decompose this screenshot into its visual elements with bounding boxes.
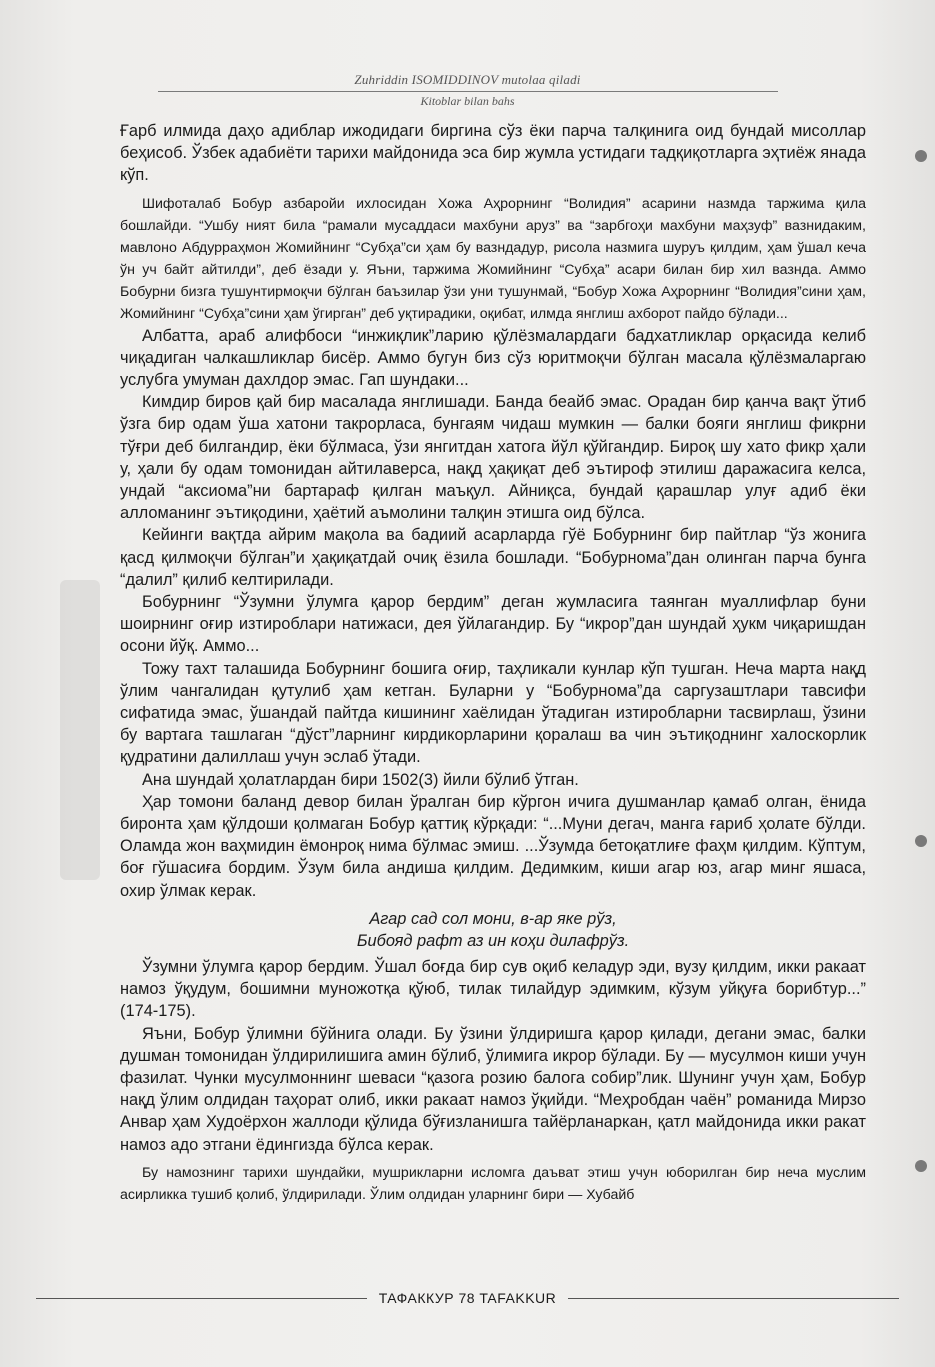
running-header [0,72,935,109]
binder-hole-icon [915,835,927,847]
paragraph: Бобурнинг “Ўзумни ўлумга қарор бердим” деган жумласига таянган муаллифлар буни шоирнинг оғир изтироблари натижаси, дея ўйлагандир. Бу “икрор”дан шундай ҳукм чиқаришдан осони йўқ. Аммо... [120,593,866,656]
footer-rule [568,1298,899,1299]
paragraph: Ғарб илмида даҳо адиблар ижодидаги биргина сўз ёки парча талқинига оид бундай мисоллар беҳисоб. Ўзбек адабиёти тарихи майдонида эса бир жумла устидаги тадқиқотларга эҳтиёж янада кўп. [120,122,866,185]
paragraph: Ўзумни ўлумга қарор бердим. Ўшал боғда бир сув оқиб келадур эди, вузу қилдим, икки ракаат намоз ўқудум, бошимни муножотқа қўюб, тилак тилайдур эдимким, кўзум уйқуға борибтур...” (174-175). [120,957,866,1021]
paragraph-last: Бу намознинг тарихи шундайки, мушрикларни исломга даъват этиш учун юборилган бир неча муслим асирликка тушиб қолиб, ўлдирилади. Ўлим олдидан уларнинг бири — Хубайб [120,1164,866,1203]
footer-rule [36,1298,367,1299]
binder-hole-icon [915,150,927,162]
paragraph: Кейинги вақтда айрим мақола ва бадиий асарларда гўё Бобурнинг бир пайтлар “ўз жонига қасд қилмоқчи бўлган”и ҳақиқатдай очиқ ёзила бошлади. “Бобурнома”дан олинган парча бунга “далил” қилиб келтирилади. [120,526,866,589]
header-rule [158,91,778,92]
paragraph: Албатта, араб алифбоси “инжиқлик”ларию қўлёзмалардаги бадхатликлар орқасида келиб чиқадиган чалкашликлар бисёр. Аммо бугун биз сўз юритмоқчи бўлган масала қўлёзмаларгаю услубга умуман дахлдор эмас. Гап шундаки... [120,326,866,390]
verse [120,908,866,952]
header-section: Kitoblar bilan bahs [420,94,515,108]
paragraph: Ҳар томони баланд девор билан ўралган бир кўргон ичига душманлар қамаб олган, ёнида биронта ҳам қўлдоши қолмаган Бобур қаттиқ кўрқади: “...Муни дегач, манга ғариб ҳолате бўлди. Оламда жон ваҳмидин ёмонроқ нима бўлмас эмиш. ...Ўзумда бетоқатлиғе фаҳм қилдим. Кўптум, боғ гўшасиға бордим. Ўзум била андиша қилдим. Дедимким, киши агар юз, агар минг яшаса, охир ўлмак керак. [120,792,866,900]
binder-hole-icon [915,1160,927,1172]
verse-line: Бибояд рафт аз ин коҳи дилафрўз. [356,931,630,950]
footer-text: ТАФАККУР 78 TAFAKKUR [378,1290,557,1306]
page-footer [36,1290,899,1306]
paragraph: Тожу тахт талашида Бобурнинг бошига оғир, таҳликали кунлар кўп тушган. Неча марта нақд ўлим чангалидан қутулиб ҳам кетган. Буларни у “Бобурнома”да саргузаштлари тавсифи сифатида эмас, ўшандай пайтда кишининг хаёлидан ўтадиган изтиробларни тасвирлаш, ўзини бу вартага ташлаган “дўст”ларнинг кирдикорларини қоралаш ва чин эътиқоднинг халоскорлик қудратини далиллаш учун эслаб ўтади. [120,659,866,767]
bleed-through-shadow [60,580,100,880]
verse-line: Агар сад сол мони, в-ар яке рўз, [369,909,617,928]
paragraph: Ана шундай ҳолатлардан бири 1502(3) йили бўлиб ўтган. [142,770,579,789]
header-author: Zuhriddin ISOMIDDINOV mutolaa qiladi [354,72,581,87]
paragraph: Яъни, Бобур ўлимни бўйнига олади. Бу ўзини ўлдиришга қарор қилади, дегани эмас, балки душман томонидан ўлдирилишига амин бўлиб, ўлимига икрор бўлади. Бу — мусулмон киши учун фазилат. Чунки мусулмоннинг шеваси “қазога розию балога собир”лик. Шунинг учун ҳам, Бобур нақд ўлим олдидан таҳорат олиб, икки ракаат намоз ўқийди. “Меҳробдан чаён” романида Мирзо Анвар ҳам Худоёрхон жаллоди қўлида бўғизланишга тайёрланаркан, қатл майдонида икки ракат намоз адо этгани ёдингизда бўлса керак. [120,1024,866,1154]
paragraph-quote: Шифоталаб Бобур азбаройи ихлосидан Хожа Аҳрорнинг “Волидия” асарини назмда таржима қила бошлайди. “Ушбу ният била “рамали мусаддаси махбуни аруз” ва “зарбгоҳи махбуни маҳзуф” вазнидаким, мавлоно Абдурраҳмон Жомийнинг “Субҳа”си ҳам бу вазндадур, рисола назмига шуруъ қилдим, ҳам ўшал кеча ўн уч байт айтилди”, деб ёзади у. Яъни, таржима Жомийнинг “Субҳа” асари билан бир хил вазнда. Аммо Бобурни бизга тушунтирмоқчи бўлган баъзилар ўзи уни тушунмай, “Бобур Хожа Аҳрорнинг “Волидия”сини ҳам, Жомийнинг “Субҳа”сини ҳам ўгирган” деб уқтирадики, оқибат, илмда янглиш ахборот пайдо бўлади... [120,195,866,322]
article-body [120,120,866,1206]
paragraph: Кимдир биров қай бир масалада янглишади. Банда беайб эмас. Орадан бир қанча вақт ўтиб ўзга бир одам ўша хатони такрорласа, бунгаям чидаш мумкин — балки бояги янглиш фикрни тўғри деб билгандир, ёки бўлмаса, ўзи янгитдан хатога йўл қўйгандир. Бироқ шу хато фикр ҳали у, ҳали бу одам томонидан айтилаверса, нақд ҳақиқат деб эътироф этилиш даражасига келса, ундай “аксиома”ни бартараф қилган маъқул. Айниқса, бундай қарашлар улуғ адиб ёки алломанинг эътиқодини, ҳаётий аъмолини талқин этишга оид бўлса. [120,393,866,523]
